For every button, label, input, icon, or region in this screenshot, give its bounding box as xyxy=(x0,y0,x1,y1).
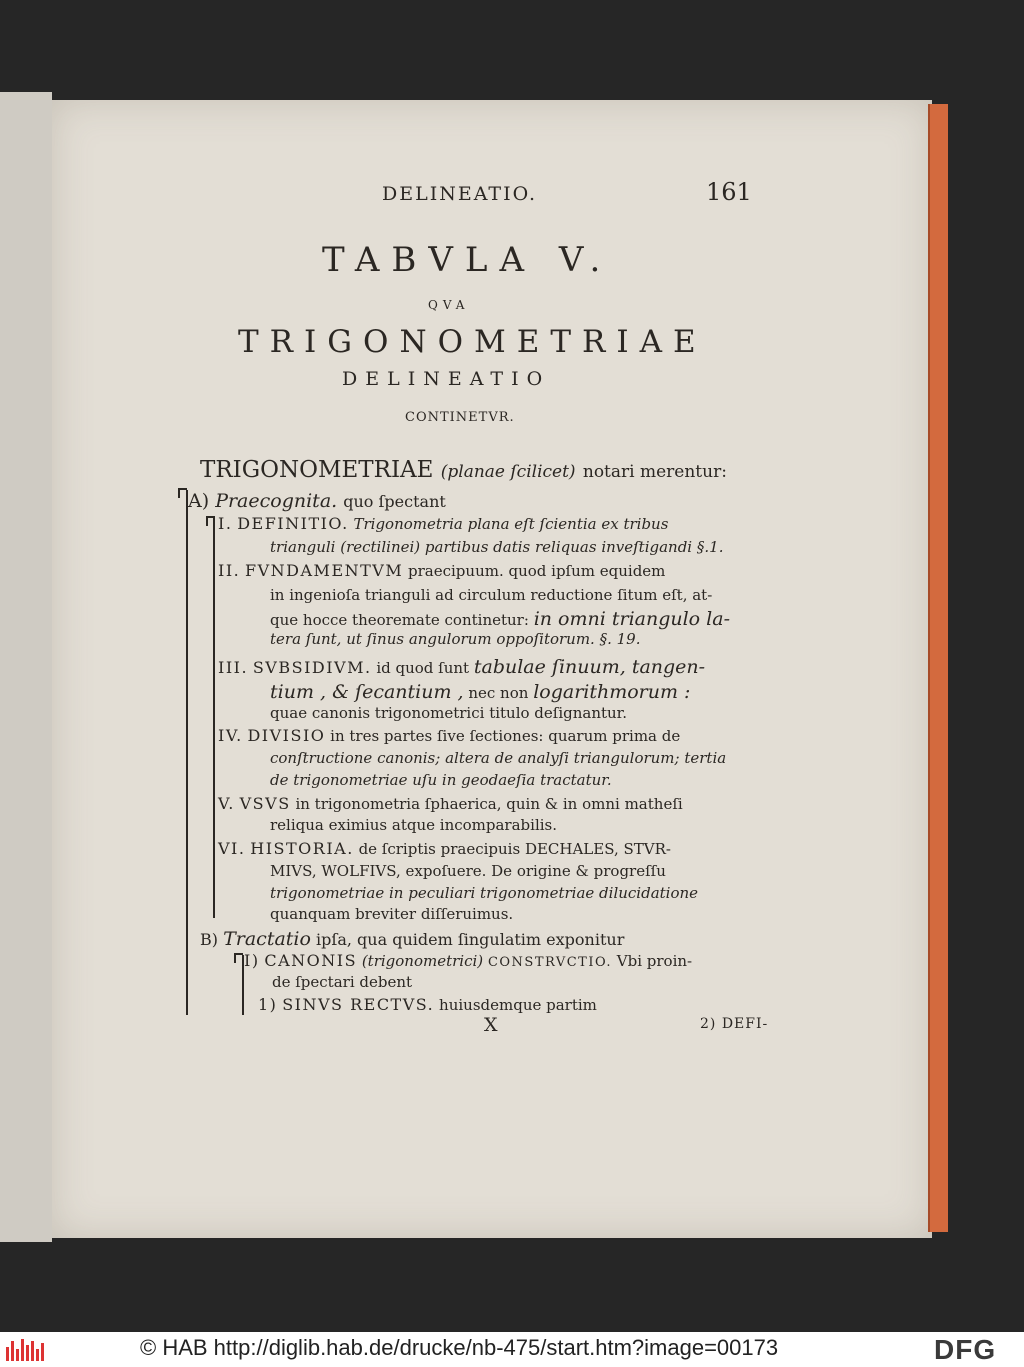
item-6-head: HISTORIA. xyxy=(250,839,354,858)
intro-rest: notari merentur: xyxy=(582,462,727,482)
item-3-line-2 xyxy=(270,681,690,703)
item-5-head: VSVS xyxy=(239,794,291,813)
left-page xyxy=(0,92,52,1242)
title-line-5: CONTINETVR. xyxy=(405,410,515,425)
section-b1a-num: 1) xyxy=(258,995,278,1014)
running-head: DELINEATIO. xyxy=(382,183,538,205)
section-b-mark: B) xyxy=(200,930,218,949)
section-a-title: Praecognita. xyxy=(215,490,338,512)
item-5-num: V. xyxy=(218,794,235,813)
item-2-line-4: tera ſunt, ut ſinus angulorum oppoſitorum. §. 19. xyxy=(270,630,641,648)
item-3-line-3: quae canonis trigonometrici titulo deſignantur. xyxy=(270,704,627,722)
item-1-text-1: Trigonometria plana eſt ſcientia ex tribus xyxy=(353,515,669,533)
title-line-2: QVA xyxy=(428,298,470,312)
section-b1a-line xyxy=(258,995,597,1014)
item-4-line-3: de trigonometriae uſu in geodaeſia tractatur. xyxy=(270,771,612,789)
item-5-text-1: in trigonometria ſphaerica, quin & in omni matheſi xyxy=(295,795,683,813)
section-a-mark: A) xyxy=(188,490,210,512)
item-1-line-2: trianguli (rectilinei) partibus datis reliquas inveſtigandi §.1. xyxy=(270,538,724,556)
item-6-text-1: de ſcriptis praecipuis DECHALES, STVR- xyxy=(358,840,671,858)
item-3-text-5: logarithmorum : xyxy=(533,681,691,703)
section-b1-line-2: de ſpectari debent xyxy=(272,973,413,991)
item-5-line-2: reliqua eximius atque incomparabilis. xyxy=(270,816,558,834)
signature-mark: X xyxy=(484,1014,498,1036)
section-a-rest: quo ſpectant xyxy=(343,492,446,511)
item-4-text-1: in tres partes ſive ſectiones: quarum prima de xyxy=(330,727,681,745)
item-6-line-4: quanquam breviter diſſeruimus. xyxy=(270,905,514,923)
section-b1a-head: SINVS RECTVS. xyxy=(282,995,435,1014)
brace-a xyxy=(186,490,188,1015)
item-4-line-2: conſtructione canonis; altera de analyſi triangulorum; tertia xyxy=(270,749,727,767)
dfg-logo: DFG xyxy=(934,1334,997,1365)
section-b1-tail: CONSTRVCTIO. xyxy=(487,955,612,970)
catchword: 2) DEFI- xyxy=(700,1016,769,1032)
item-2-line-2: in ingenioſa trianguli ad circulum reductione ſitum eſt, at- xyxy=(270,586,713,604)
item-3-head: SVBSIDIVM. xyxy=(252,658,372,677)
item-2-num: II. xyxy=(218,561,241,580)
section-b-line xyxy=(200,928,624,950)
section-b1-rest: Vbi proin- xyxy=(616,952,693,970)
section-b-title: Tractatio xyxy=(223,928,311,950)
item-3-num: III. xyxy=(218,658,249,677)
item-3-text-1: id quod ſunt xyxy=(376,659,470,677)
intro-paren: (planae ſcilicet) xyxy=(440,462,576,482)
item-2-text-4: in omni triangulo la- xyxy=(533,608,730,630)
footer-copyright-link[interactable]: © HAB http://diglib.hab.de/drucke/nb-475/start.htm?image=00173 xyxy=(140,1335,779,1360)
page-number: 161 xyxy=(706,178,752,206)
item-2-head: FVNDAMENTVM xyxy=(245,561,404,580)
intro-head: TRIGONOMETRIAE xyxy=(200,457,434,483)
title-line-3: TRIGONOMETRIAE xyxy=(238,324,707,360)
section-b-rest: ipſa, qua quidem ſingulatim exponitur xyxy=(316,930,625,949)
brace-b-cap xyxy=(234,953,243,963)
item-6-line-2: MIVS, WOLFIVS, expoſuere. De origine & progreſſu xyxy=(270,862,666,880)
item-2-line-3 xyxy=(270,608,730,630)
footer-bar xyxy=(0,1332,1024,1367)
title-line-4: DELINEATIO xyxy=(342,368,551,390)
item-4-head: DIVISIO xyxy=(247,726,326,745)
item-6-line-1 xyxy=(218,839,671,858)
section-b1-paren: (trigonometrici) xyxy=(361,952,484,970)
item-2-text-1: praecipuum. quod ipſum equidem xyxy=(408,562,666,580)
brace-items-cap xyxy=(206,516,215,526)
hab-logo-icon xyxy=(6,1339,48,1361)
item-6-line-3: trigonometriae in peculiari trigonometriae dilucidatione xyxy=(270,884,699,902)
intro-line xyxy=(200,457,727,483)
item-4-line-1 xyxy=(218,726,680,745)
page-edge xyxy=(928,104,948,1232)
item-2-line-1 xyxy=(218,561,665,580)
item-3-line-1 xyxy=(218,656,705,678)
item-2-text-3: que hocce theoremate continetur: xyxy=(270,611,529,629)
section-b1-line-1 xyxy=(244,951,692,970)
section-b1-num: I) xyxy=(244,951,260,970)
section-b1a-rest: huiusdemque partim xyxy=(439,996,597,1014)
item-1-num: I. xyxy=(218,514,233,533)
title-line-1: TABVLA V. xyxy=(322,240,613,280)
item-3-text-3: tium , & ſecantium , xyxy=(270,681,464,703)
brace-a-items xyxy=(213,518,215,918)
item-1-line-1 xyxy=(218,514,668,533)
item-3-text-4: nec non xyxy=(468,684,529,702)
item-5-line-1 xyxy=(218,794,683,813)
section-b1-head: CANONIS xyxy=(264,951,358,970)
section-a-line xyxy=(188,490,446,512)
brace-a-cap xyxy=(178,488,187,498)
item-6-num: VI. xyxy=(218,839,246,858)
item-1-head: DEFINITIO. xyxy=(237,514,349,533)
item-4-num: IV. xyxy=(218,726,243,745)
item-3-text-2: tabulae ſinuum, tangen- xyxy=(473,656,706,678)
